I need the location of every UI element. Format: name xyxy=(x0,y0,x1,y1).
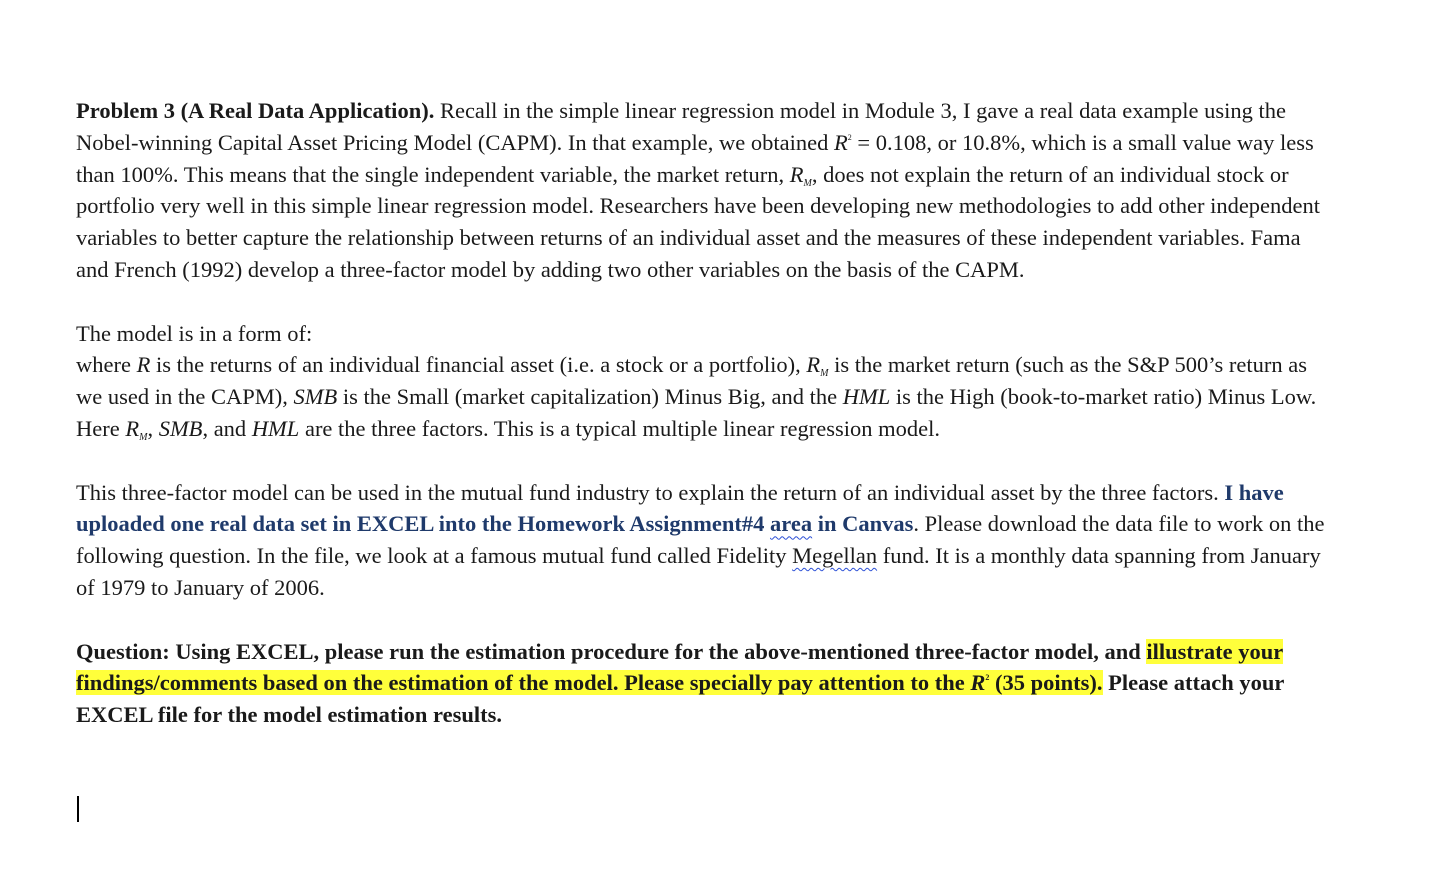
document-body[interactable] xyxy=(76,95,1338,731)
hml-symbol: HML xyxy=(842,384,891,410)
spellcheck-word[interactable]: Megellan xyxy=(792,543,878,569)
market-return-symbol: $R_M$ xyxy=(125,415,148,443)
hml-symbol: HML xyxy=(251,415,300,441)
text-cursor xyxy=(77,796,79,822)
paragraph-question: Question: Using EXCEL, please run the estimation procedure for the above-mentioned three-factor model, and illustrate your findings/comments based on the estimation of the model. Please specially pay attention to the $R^2$ (35 points). Please attach your EXCEL file for the model estimation results. xyxy=(76,638,1284,728)
market-return-symbol: $R_M$ xyxy=(806,352,829,380)
spellcheck-word[interactable]: area xyxy=(770,511,813,537)
problem-label: Problem 3 (A Real Data Application). xyxy=(76,98,435,123)
smb-symbol: SMB xyxy=(293,384,338,410)
paragraph-data-description: This three-factor model can be used in the mutual fund industry to explain the return of an individual asset by the three factors. I have uploaded one real data set in EXCEL into the Homework Assignment#4 area in Canvas. Please download the data file to work on the following question. In the file, we look at a famous mutual fund called Fidelity Megellan fund. It is a monthly data spanning from January of 1979 to January of 2006. xyxy=(76,479,1325,600)
paragraph-problem-intro: Problem 3 (A Real Data Application). Recall in the simple linear regression model in Module 3, I gave a real data example using the Nobel-winning Capital Asset Pricing Model (CAPM). In that example, we obtained $R^2 = 0.108$, or 10.8%, which is a small value way less than 100%. This means that the single independent variable, the market return, $R_M$, does not explain the return of an individual stock or portfolio very well in this simple linear regression model. Researchers have been developing new methodologies to add other independent variables to better capture the relationship between returns of an individual asset and the measures of these independent variables. Fama and French (1992) develop a three-factor model by adding two other variables on the basis of the CAPM. xyxy=(76,98,1321,282)
return-symbol: R xyxy=(136,352,151,378)
market-return-symbol: $R_M$ xyxy=(789,161,812,189)
smb-symbol: SMB xyxy=(158,415,203,441)
r-squared-symbol: R xyxy=(834,129,848,155)
paragraph-model-definitions: where R is the returns of an individual financial asset (i.e. a stock or a portfolio), $R_M$ is the market return (such as the S&P 500’s return as we used in the CAPM), SMB is the Small (market capitalization) Minus Big, and the HML is the High (book-to-market ratio) Minus Low. Here $R_M$, SMB, and HML are the three factors. This is a typical multiple linear regression model. xyxy=(76,352,1317,443)
upload-notice: I have uploaded one real data set in EXCEL into the Homework Assignment#4 area in Canvas xyxy=(76,479,1284,537)
highlighted-text: illustrate your findings/comments based on the estimation of the model. Please specially pay attention to the $R^2$ (35 points). xyxy=(76,638,1283,696)
paragraph-model-form: The model is in a form of: xyxy=(76,320,313,346)
